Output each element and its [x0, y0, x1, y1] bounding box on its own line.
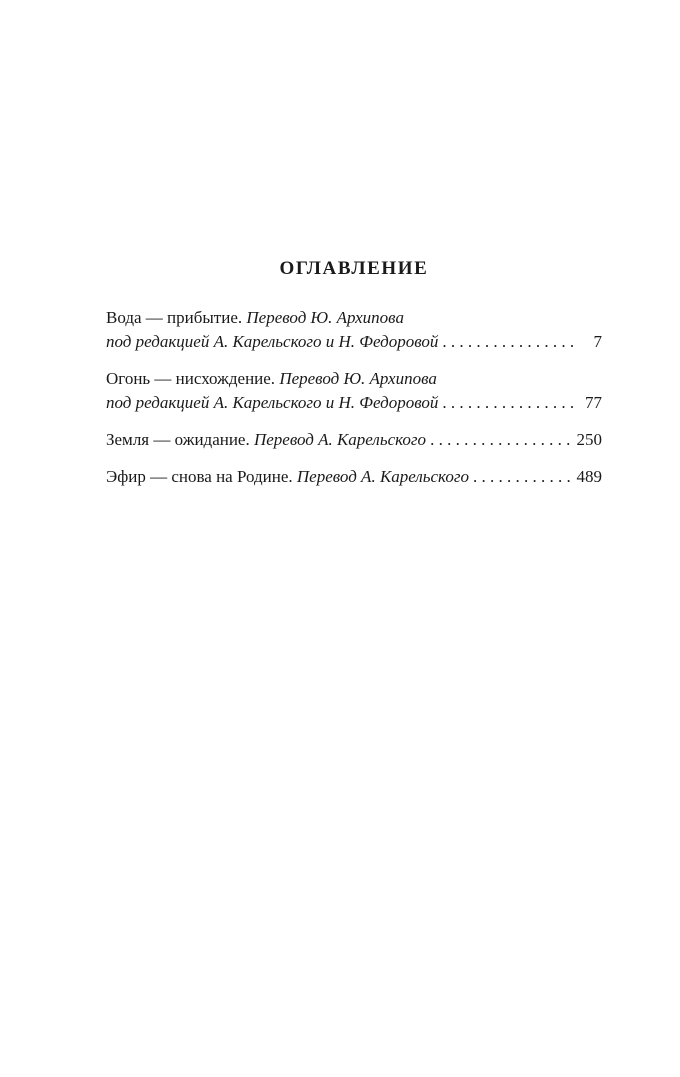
toc-entry-translator: Перевод А. Карельского — [253, 430, 427, 449]
toc-entry-title: Огонь — нисхождение. — [106, 369, 276, 388]
toc-entry-page-number: 489 — [576, 467, 602, 486]
dot-leader — [442, 330, 574, 354]
table-of-contents — [106, 256, 602, 502]
toc-entry-line — [106, 465, 602, 489]
toc-entry-page-number: 77 — [585, 393, 602, 412]
dot-leader — [473, 465, 571, 489]
toc-entry-line — [106, 367, 602, 391]
dot-leader — [430, 428, 570, 452]
toc-heading: ОГЛАВЛЕНИЕ — [279, 258, 429, 279]
toc-entry-line — [106, 428, 602, 452]
toc-entry-page-number: 7 — [593, 332, 602, 351]
toc-entry-translator: Перевод А. Карельского — [296, 467, 469, 486]
toc-entry-translator: Перевод Ю. Архипова — [246, 308, 404, 327]
toc-entry-translator: Перевод Ю. Архипова — [279, 369, 437, 388]
toc-entry-title: Эфир — снова на Родине. — [106, 467, 293, 486]
toc-entry-editor: под редакцией А. Карельского и Н. Федоровой — [106, 393, 439, 412]
toc-entry-line — [106, 306, 602, 330]
toc-entry-line — [106, 391, 602, 415]
toc-entry-page-number: 250 — [576, 430, 602, 449]
toc-entry[interactable] — [106, 428, 602, 452]
toc-entry-title: Земля — ожидание. — [106, 430, 250, 449]
toc-entry[interactable] — [106, 465, 602, 489]
toc-entry[interactable] — [106, 367, 602, 415]
toc-entry-title: Вода — прибытие. — [106, 308, 243, 327]
toc-entry[interactable] — [106, 306, 602, 354]
dot-leader — [442, 391, 574, 415]
toc-entry-editor: под редакцией А. Карельского и Н. Федоровой — [106, 332, 439, 351]
toc-entry-line — [106, 330, 602, 354]
